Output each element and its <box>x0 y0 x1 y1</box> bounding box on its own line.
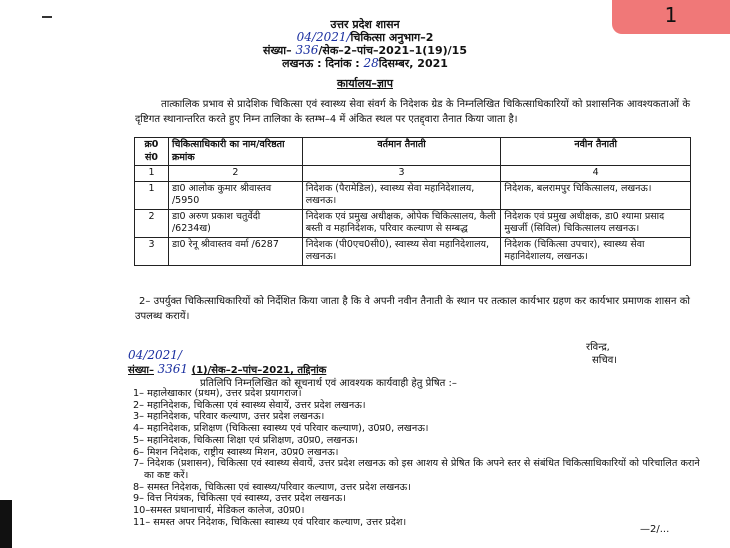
table-row <box>135 181 691 209</box>
row-current-posting: निदेशक एवं प्रमुख अधीक्षक, ओपेक चिकित्सालय, कैली बस्ती व महानिदेशक, परिवार कल्याण से सम्बद्ध <box>302 209 501 237</box>
copy-number-prefix: संख्या– <box>128 365 154 376</box>
handwritten-number-1: 336 <box>295 43 319 57</box>
list-item: 4– महानिदेशक, प्रशिक्षण (चिकित्सा स्वास्थ्य एवं परिवार कल्याण), उ0प्र0, लखनऊ। <box>133 423 429 435</box>
header-sno: क्र0 सं0 <box>135 138 169 166</box>
date-prefix: लखनऊ : दिनांक : <box>282 57 360 70</box>
header-new: नवीन तैनाती <box>501 138 691 166</box>
col-number: 3 <box>302 166 501 182</box>
row-name: डा0 अरुण प्रकाश चतुर्वेदी /6234ख) <box>168 209 302 237</box>
page-continuation: —2/... <box>640 524 670 535</box>
row-current-posting: निदेशक (पैरामेडिल), स्वास्थ्य सेवा महानिदेशालय, लखनऊ। <box>302 181 501 209</box>
order-date <box>0 56 730 71</box>
column-number-row <box>135 166 691 182</box>
transfer-table <box>134 137 691 266</box>
row-new-posting: निदेशक (चिकित्सा उपचार), स्वास्थ्य सेवा महानिदेशालय, लखनऊ। <box>501 237 691 265</box>
list-item: 6– मिशन निदेशक, राष्ट्रीय स्वास्थ्य मिशन, उ0प्र0 लखनऊ। <box>133 446 339 458</box>
copy-intro: प्रतिलिपि निम्नलिखित को सूचनार्थ एवं आवश्यक कार्यवाही हेतु प्रेषित :– <box>200 378 457 389</box>
number-suffix: /सेक–2–पांच–2021–1(19)/15 <box>318 44 467 57</box>
table-row <box>135 237 691 265</box>
government-title: उत्तर प्रदेश शासन <box>330 18 400 31</box>
table-header-row <box>135 138 691 166</box>
handwritten-number-2: 3361 <box>157 362 189 376</box>
header-name: चिकित्साधिकारी का नाम/वरिष्ठता क्रमांक <box>168 138 302 166</box>
instruction-paragraph: 2– उपर्युक्त चिकित्साधिकारियों को निर्देशित किया जाता है कि वे अपनी नवीन तैनाती के स्थान पर तत्काल कार्यभार ग्रहण कर कार्यभार प्रमाणक शासन को उपलब्ध करायें। <box>135 296 690 322</box>
list-item: 8– समस्त निदेशक, चिकित्सा एवं स्वास्थ्य/परिवार कल्याण, उत्तर प्रदेश लखनऊ। <box>133 481 411 493</box>
header-current: वर्तमान तैनाती <box>302 138 501 166</box>
copy-recipients-list <box>133 388 703 528</box>
table-row <box>135 209 691 237</box>
number-prefix: संख्या– <box>263 44 292 57</box>
row-name: डा0 आलोक कुमार श्रीवास्तव /5950 <box>168 181 302 209</box>
col-number: 1 <box>135 166 169 182</box>
memo-title: कार्यालय–ज्ञाप <box>336 77 393 90</box>
list-item: 7– निदेशक (प्रशासन), चिकित्सा एवं स्वास्थ्य सेवायें, उत्तर प्रदेश लखनऊ को इस आशय से प्रेषित कि अपने स्तर से संबंधित चिकित्साधिकारियों को परिचालित कराने का कष्ट करें। <box>133 458 700 481</box>
list-item: 9– वित्त नियंत्रक, चिकित्सा एवं स्वास्थ्य, उत्तर प्रदेश लखनऊ। <box>133 493 346 505</box>
copy-reference <box>128 362 326 376</box>
row-current-posting: निदेशक (पी0एच0सी0), स्वास्थ्य सेवा महानिदेशालय, लखनऊ। <box>302 237 501 265</box>
col-number: 2 <box>168 166 302 182</box>
list-item: 2– महानिदेशक, चिकित्सा एवं स्वास्थ्य सेवायें, उत्तर प्रदेश लखनऊ। <box>133 399 366 411</box>
list-item: 10–समस्त प्रधानाचार्य, मेडिकल कालेज, उ0प्र0। <box>133 505 305 517</box>
list-item: 11– समस्त अपर निदेशक, चिकित्सा स्वास्थ्य एवं परिवार कल्याण, उत्तर प्रदेश। <box>133 516 407 528</box>
copy-number-suffix: (1)/सेक–2–पांच–2021, तद्दिनांक <box>191 365 327 376</box>
list-item: 3– महानिदेशक, परिवार कल्याण, उत्तर प्रदेश लखनऊ। <box>133 411 325 423</box>
row-sno: 1 <box>135 181 169 209</box>
row-sno: 3 <box>135 237 169 265</box>
col-number: 4 <box>501 166 691 182</box>
signatory-designation: सचिव। <box>592 355 618 366</box>
date-suffix: दिसम्बर, 2021 <box>378 57 448 70</box>
section-name: चिकित्सा अनुभाग–2 <box>350 31 434 44</box>
page-number-badge: 1 <box>612 0 730 34</box>
handwritten-date-1: 04/2021/ <box>296 30 351 44</box>
row-new-posting: निदेशक एवं प्रमुख अधीक्षक, डा0 श्यामा प्रसाद मुखर्जी (सिविल) चिकित्सालय लखनऊ। <box>501 209 691 237</box>
list-item: 5– महानिदेशक, चिकित्सा शिक्षा एवं प्रशिक्षण, उ0प्र0, लखनऊ। <box>133 434 358 446</box>
signatory-name: रविन्द्र, <box>586 342 610 353</box>
row-sno: 2 <box>135 209 169 237</box>
row-name: डा0 रेनू श्रीवास्तव वर्मा /6287 <box>168 237 302 265</box>
handwritten-date-2-text: 04/2021/ <box>128 348 182 362</box>
handwritten-day: 28 <box>363 56 379 70</box>
scan-edge <box>0 500 12 548</box>
row-new-posting: निदेशक, बलरामपुर चिकित्सालय, लखनऊ। <box>501 181 691 209</box>
handwritten-date-2 <box>128 348 182 362</box>
intro-paragraph: तात्कालिक प्रभाव से प्रादेशिक चिकित्सा एवं स्वास्थ्य सेवा संवर्ग के निदेशक ग्रेड के निम्नलिखित चिकित्साधिकारियों को प्रशासनिक आवश्यकताओं के दृष्टिगत स्थानान्तरित करते हुए निम्न तालिका के स्तम्भ–4 में अंकित स्थल पर एतद्द्वारा तैनात किया जाता है। <box>135 99 690 125</box>
list-item: 1– महालेखाकार (प्रथम), उत्तर प्रदेश प्रयागराज। <box>133 388 302 399</box>
